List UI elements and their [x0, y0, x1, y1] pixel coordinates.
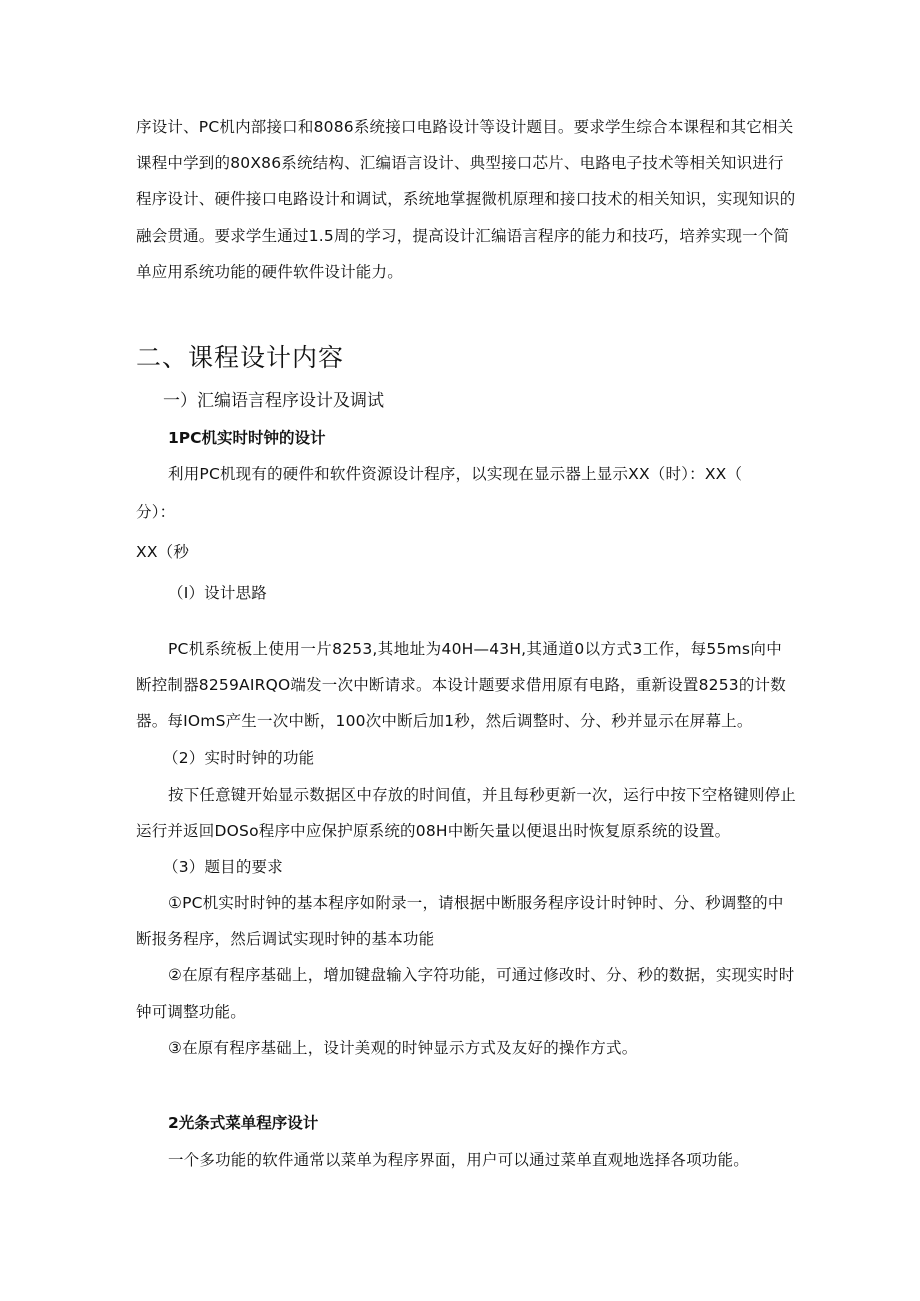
intro-line-2: 课程中学到的80X86系统结构、汇编语言设计、典型接口芯片、电路电子技术等相关知识进行 [136, 154, 784, 172]
requirement-3: ③在原有程序基础上，设计美观的时钟显示方式及友好的操作方式。 [168, 1039, 638, 1057]
clock-function-line-1: 按下任意键开始显示数据区中存放的时间值，并且每秒更新一次，运行中按下空格键则停止 [168, 786, 797, 804]
topic-1-title: 1PC机实时时钟的设计 [168, 429, 326, 447]
design-approach-line-1: PC机系统板上使用一片8253,其地址为40H—43H,其通道0以方式3工作，每55ms向中 [168, 640, 782, 658]
clock-function-line-2: 运行并返回DOSo程序中应保护原系统的08H中断矢量以便退出时恢复原系统的设置。 [136, 822, 731, 840]
subsection-heading: 一）汇编语言程序设计及调试 [163, 391, 384, 411]
design-approach-heading: （I）设计思路 [168, 584, 267, 602]
topic-1-desc-line-3: XX（秒 [136, 543, 190, 561]
requirement-1-line-2: 断报务程序，然后调试实现时钟的基本功能 [136, 930, 435, 948]
requirement-2-line-1: ②在原有程序基础上，增加键盘输入字符功能，可通过修改时、分、秒的数据，实现实时时 [168, 966, 795, 984]
topic-1-desc-line-2: 分）： [136, 503, 176, 521]
requirements-heading: （3）题目的要求 [163, 858, 283, 876]
intro-line-1: 序设计、PC机内部接口和8086系统接口电路设计等设计题目。要求学生综合本课程和其它相关 [136, 118, 794, 136]
intro-line-3: 程序设计、硬件接口电路设计和调试，系统地掌握微机原理和接口技术的相关知识，实现知识的 [136, 190, 796, 208]
section-heading: 二、课程设计内容 [136, 343, 345, 372]
clock-function-heading: （2）实时时钟的功能 [163, 749, 315, 767]
topic-2-title: 2光条式菜单程序设计 [168, 1114, 319, 1132]
design-approach-line-2: 断控制器8259AIRQO端发一次中断请求。本设计题要求借用原有电路，重新设置8253的计数 [136, 676, 786, 694]
topic-2-line-1: 一个多功能的软件通常以菜单为程序界面，用户可以通过菜单直观地选择各项功能。 [168, 1151, 749, 1169]
intro-line-4: 融会贯通。要求学生通过1.5周的学习，提高设计汇编语言程序的能力和技巧，培养实现一个简 [136, 227, 790, 245]
requirement-1-line-1: ①PC机实时时钟的基本程序如附录一，请根据中断服务程序设计时钟时、分、秒调整的中 [168, 894, 784, 912]
topic-1-desc-line-1: 利用PC机现有的硬件和软件资源设计程序，以实现在显示器上显示XX（时）：XX（ [168, 465, 743, 483]
intro-line-5: 单应用系统功能的硬件软件设计能力。 [136, 263, 403, 281]
design-approach-line-3: 器。每IOmS产生一次中断，100次中断后加1秒，然后调整时、分、秒并显示在屏幕上。 [136, 712, 753, 730]
requirement-2-line-2: 钟可调整功能。 [136, 1003, 246, 1021]
